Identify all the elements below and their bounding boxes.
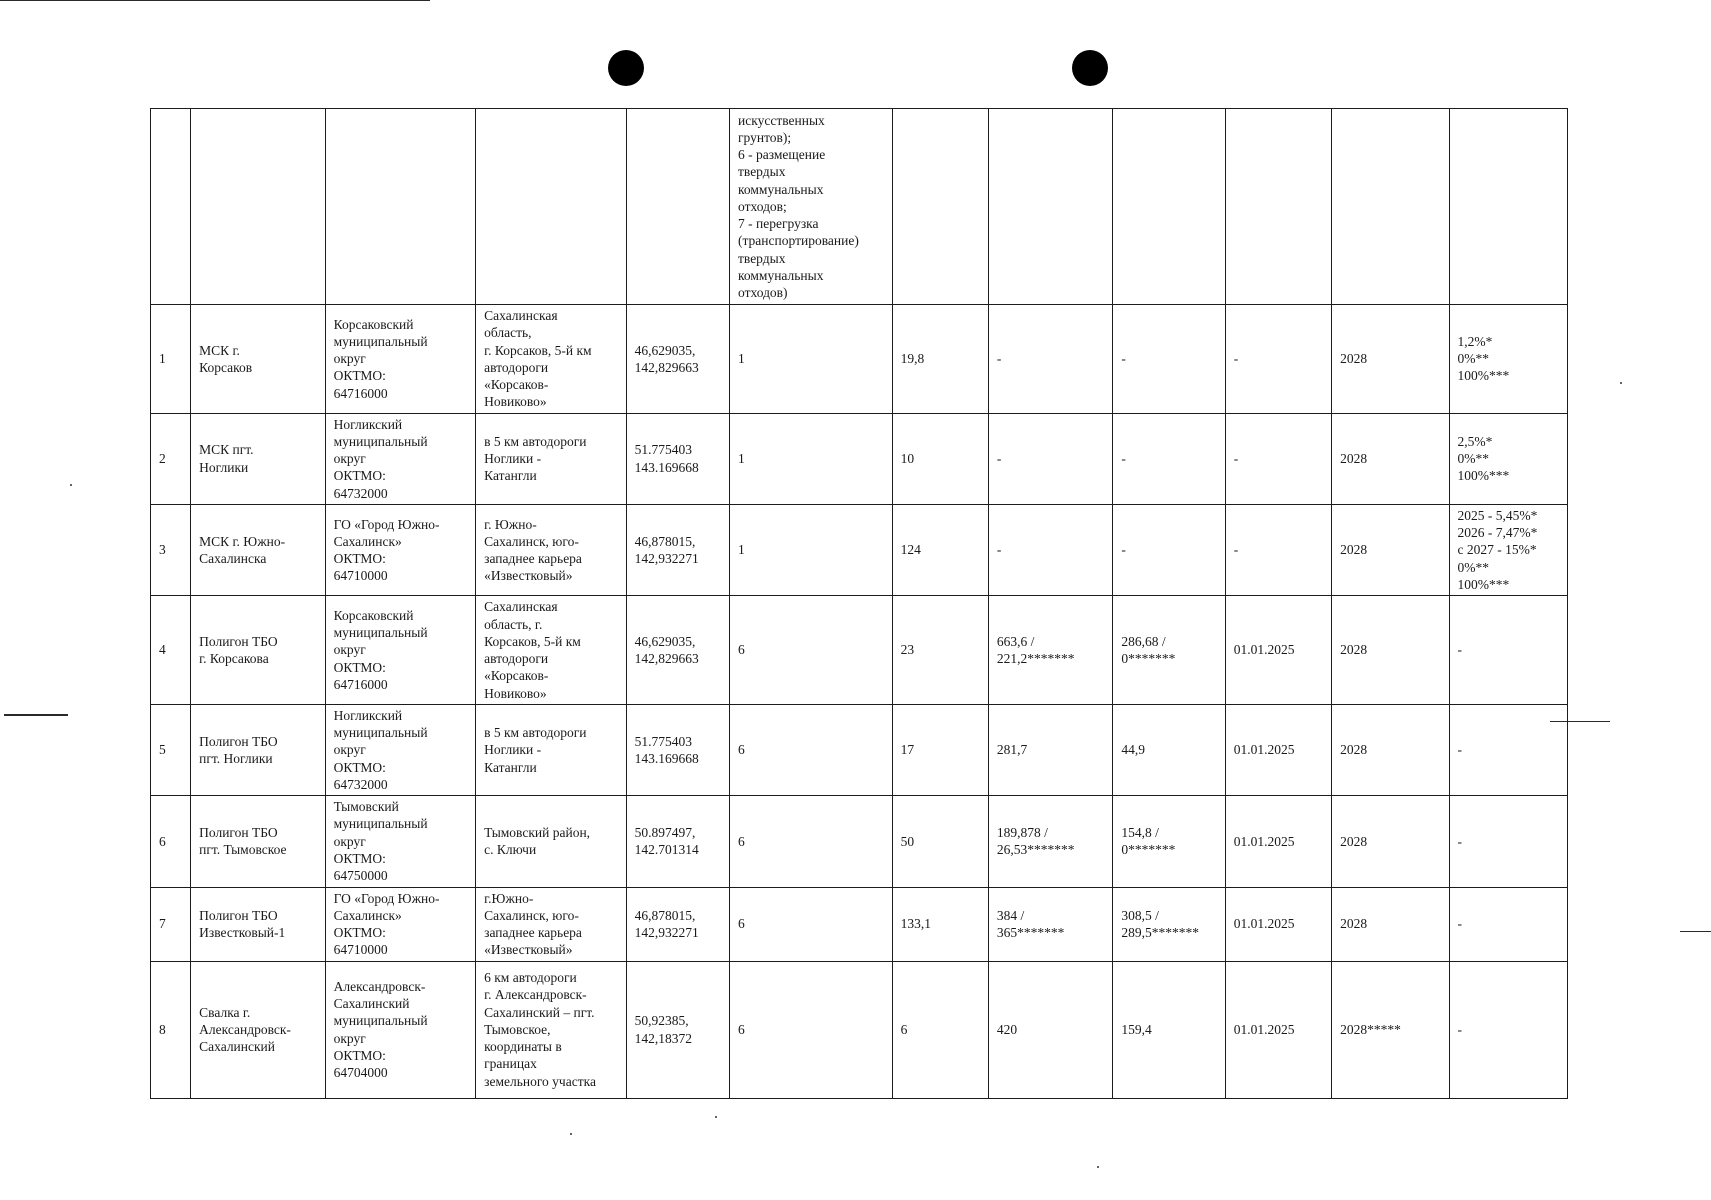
value-col-8: - bbox=[988, 504, 1112, 595]
table-row bbox=[151, 504, 1568, 595]
coordinates: 46,629035, 142,829663 bbox=[626, 596, 729, 705]
municipality: Корсаковский муниципальный округ ОКТМО: 64716000 bbox=[325, 596, 476, 705]
header-cell-empty bbox=[476, 109, 627, 305]
waste-facilities-table bbox=[150, 108, 1568, 1099]
date: - bbox=[1225, 504, 1331, 595]
year: 2028 bbox=[1332, 504, 1449, 595]
year: 2028 bbox=[1332, 796, 1449, 887]
facility-type: 6 bbox=[730, 887, 893, 961]
municipality: Александровск- Сахалинский муниципальный округ ОКТМО: 64704000 bbox=[325, 961, 476, 1098]
municipality: Корсаковский муниципальный округ ОКТМО: 64716000 bbox=[325, 305, 476, 414]
municipality: Ногликский муниципальный округ ОКТМО: 64732000 bbox=[325, 413, 476, 504]
table-row bbox=[151, 305, 1568, 414]
value-col-9: - bbox=[1113, 504, 1225, 595]
binder-hole-right bbox=[1072, 50, 1108, 86]
facility-name: Полигон ТБО Известковый-1 bbox=[191, 887, 325, 961]
date: 01.01.2025 bbox=[1225, 887, 1331, 961]
header-cell-empty bbox=[988, 109, 1112, 305]
note: 2025 - 5,45%* 2026 - 7,47%* с 2027 - 15%* 0%** 100%*** bbox=[1449, 504, 1568, 595]
capacity: 133,1 bbox=[892, 887, 988, 961]
date: - bbox=[1225, 305, 1331, 414]
year: 2028 bbox=[1332, 305, 1449, 414]
note: 2,5%* 0%** 100%*** bbox=[1449, 413, 1568, 504]
scan-speck bbox=[570, 1133, 572, 1135]
row-number: 3 bbox=[151, 504, 191, 595]
capacity: 19,8 bbox=[892, 305, 988, 414]
value-col-9: 286,68 / 0******* bbox=[1113, 596, 1225, 705]
value-col-8: 384 / 365******* bbox=[988, 887, 1112, 961]
note: - bbox=[1449, 887, 1568, 961]
value-col-9: 308,5 / 289,5******* bbox=[1113, 887, 1225, 961]
facility-name: Полигон ТБО г. Корсакова bbox=[191, 596, 325, 705]
table-row bbox=[151, 596, 1568, 705]
coordinates: 51.775403 143.169668 bbox=[626, 704, 729, 795]
coordinates: 46,878015, 142,932271 bbox=[626, 887, 729, 961]
scan-speck bbox=[715, 1116, 717, 1118]
facility-name: МСК г. Корсаков bbox=[191, 305, 325, 414]
address: Сахалинская область, г. Корсаков, 5-й км автодороги «Корсаков- Новиково» bbox=[476, 305, 627, 414]
date: 01.01.2025 bbox=[1225, 796, 1331, 887]
note: - bbox=[1449, 796, 1568, 887]
row-number: 7 bbox=[151, 887, 191, 961]
note: - bbox=[1449, 596, 1568, 705]
header-cell-empty bbox=[151, 109, 191, 305]
facility-name: МСК г. Южно- Сахалинска bbox=[191, 504, 325, 595]
row-number: 8 bbox=[151, 961, 191, 1098]
year: 2028 bbox=[1332, 596, 1449, 705]
date: 01.01.2025 bbox=[1225, 704, 1331, 795]
coordinates: 51.775403 143.169668 bbox=[626, 413, 729, 504]
header-cell-empty bbox=[325, 109, 476, 305]
value-col-9: 154,8 / 0******* bbox=[1113, 796, 1225, 887]
date: 01.01.2025 bbox=[1225, 596, 1331, 705]
year: 2028***** bbox=[1332, 961, 1449, 1098]
address: г.Южно- Сахалинск, юго- западнее карьера «Известковый» bbox=[476, 887, 627, 961]
row-number: 2 bbox=[151, 413, 191, 504]
value-col-9: 44,9 bbox=[1113, 704, 1225, 795]
header-cell-empty bbox=[1332, 109, 1449, 305]
facility-type: 6 bbox=[730, 596, 893, 705]
binder-hole-left bbox=[608, 50, 644, 86]
table-row bbox=[151, 887, 1568, 961]
capacity: 6 bbox=[892, 961, 988, 1098]
year: 2028 bbox=[1332, 413, 1449, 504]
row-number: 1 bbox=[151, 305, 191, 414]
header-cell-empty bbox=[1113, 109, 1225, 305]
address: г. Южно- Сахалинск, юго- западнее карьера «Известковый» bbox=[476, 504, 627, 595]
year: 2028 bbox=[1332, 887, 1449, 961]
coordinates: 46,629035, 142,829663 bbox=[626, 305, 729, 414]
header-facility-type-legend: искусственных грунтов); 6 - размещение твердых коммунальных отходов; 7 - перегрузка (транспортирование) твердых коммунальных отходов) bbox=[730, 109, 893, 305]
facility-type: 6 bbox=[730, 961, 893, 1098]
capacity: 10 bbox=[892, 413, 988, 504]
value-col-8: - bbox=[988, 305, 1112, 414]
year: 2028 bbox=[1332, 704, 1449, 795]
municipality: Ногликский муниципальный округ ОКТМО: 64732000 bbox=[325, 704, 476, 795]
capacity: 124 bbox=[892, 504, 988, 595]
header-cell-empty bbox=[1225, 109, 1331, 305]
note: 1,2%* 0%** 100%*** bbox=[1449, 305, 1568, 414]
value-col-8: 420 bbox=[988, 961, 1112, 1098]
address: Сахалинская область, г. Корсаков, 5-й км автодороги «Корсаков- Новиково» bbox=[476, 596, 627, 705]
scan-edge-mark bbox=[1680, 931, 1711, 932]
capacity: 17 bbox=[892, 704, 988, 795]
municipality: ГО «Город Южно- Сахалинск» ОКТМО: 64710000 bbox=[325, 504, 476, 595]
row-number: 5 bbox=[151, 704, 191, 795]
facility-type: 1 bbox=[730, 504, 893, 595]
facility-type: 1 bbox=[730, 413, 893, 504]
value-col-9: 159,4 bbox=[1113, 961, 1225, 1098]
scan-edge-mark bbox=[4, 714, 68, 716]
municipality: Тымовский муниципальный округ ОКТМО: 64750000 bbox=[325, 796, 476, 887]
scan-speck bbox=[1620, 382, 1622, 384]
capacity: 50 bbox=[892, 796, 988, 887]
facility-name: Полигон ТБО пгт. Тымовское bbox=[191, 796, 325, 887]
value-col-9: - bbox=[1113, 305, 1225, 414]
header-cell-empty bbox=[892, 109, 988, 305]
facility-type: 6 bbox=[730, 704, 893, 795]
table-row bbox=[151, 961, 1568, 1098]
scan-edge-line bbox=[0, 0, 430, 1]
coordinates: 50.897497, 142.701314 bbox=[626, 796, 729, 887]
value-col-8: 189,878 / 26,53******* bbox=[988, 796, 1112, 887]
note: - bbox=[1449, 704, 1568, 795]
table-header-continuation-row bbox=[151, 109, 1568, 305]
value-col-9: - bbox=[1113, 413, 1225, 504]
table-row bbox=[151, 413, 1568, 504]
coordinates: 46,878015, 142,932271 bbox=[626, 504, 729, 595]
coordinates: 50,92385, 142,18372 bbox=[626, 961, 729, 1098]
address: в 5 км автодороги Ноглики - Катангли bbox=[476, 704, 627, 795]
address: 6 км автодороги г. Александровск- Сахалинский – пгт. Тымовское, координаты в границах земельного участка bbox=[476, 961, 627, 1098]
facility-name: Полигон ТБО пгт. Ноглики bbox=[191, 704, 325, 795]
header-cell-empty bbox=[626, 109, 729, 305]
facility-type: 6 bbox=[730, 796, 893, 887]
header-cell-empty bbox=[191, 109, 325, 305]
address: Тымовский район, с. Ключи bbox=[476, 796, 627, 887]
scan-speck bbox=[1097, 1166, 1099, 1168]
row-number: 6 bbox=[151, 796, 191, 887]
row-number: 4 bbox=[151, 596, 191, 705]
facility-name: Свалка г. Александровск- Сахалинский bbox=[191, 961, 325, 1098]
header-cell-empty bbox=[1449, 109, 1568, 305]
table-row bbox=[151, 704, 1568, 795]
capacity: 23 bbox=[892, 596, 988, 705]
facility-name: МСК пгт. Ноглики bbox=[191, 413, 325, 504]
date: - bbox=[1225, 413, 1331, 504]
facility-type: 1 bbox=[730, 305, 893, 414]
date: 01.01.2025 bbox=[1225, 961, 1331, 1098]
address: в 5 км автодороги Ноглики - Катангли bbox=[476, 413, 627, 504]
table-row bbox=[151, 796, 1568, 887]
scan-speck bbox=[70, 484, 72, 486]
note: - bbox=[1449, 961, 1568, 1098]
document-page bbox=[150, 108, 1568, 1088]
municipality: ГО «Город Южно- Сахалинск» ОКТМО: 64710000 bbox=[325, 887, 476, 961]
value-col-8: 663,6 / 221,2******* bbox=[988, 596, 1112, 705]
value-col-8: 281,7 bbox=[988, 704, 1112, 795]
value-col-8: - bbox=[988, 413, 1112, 504]
